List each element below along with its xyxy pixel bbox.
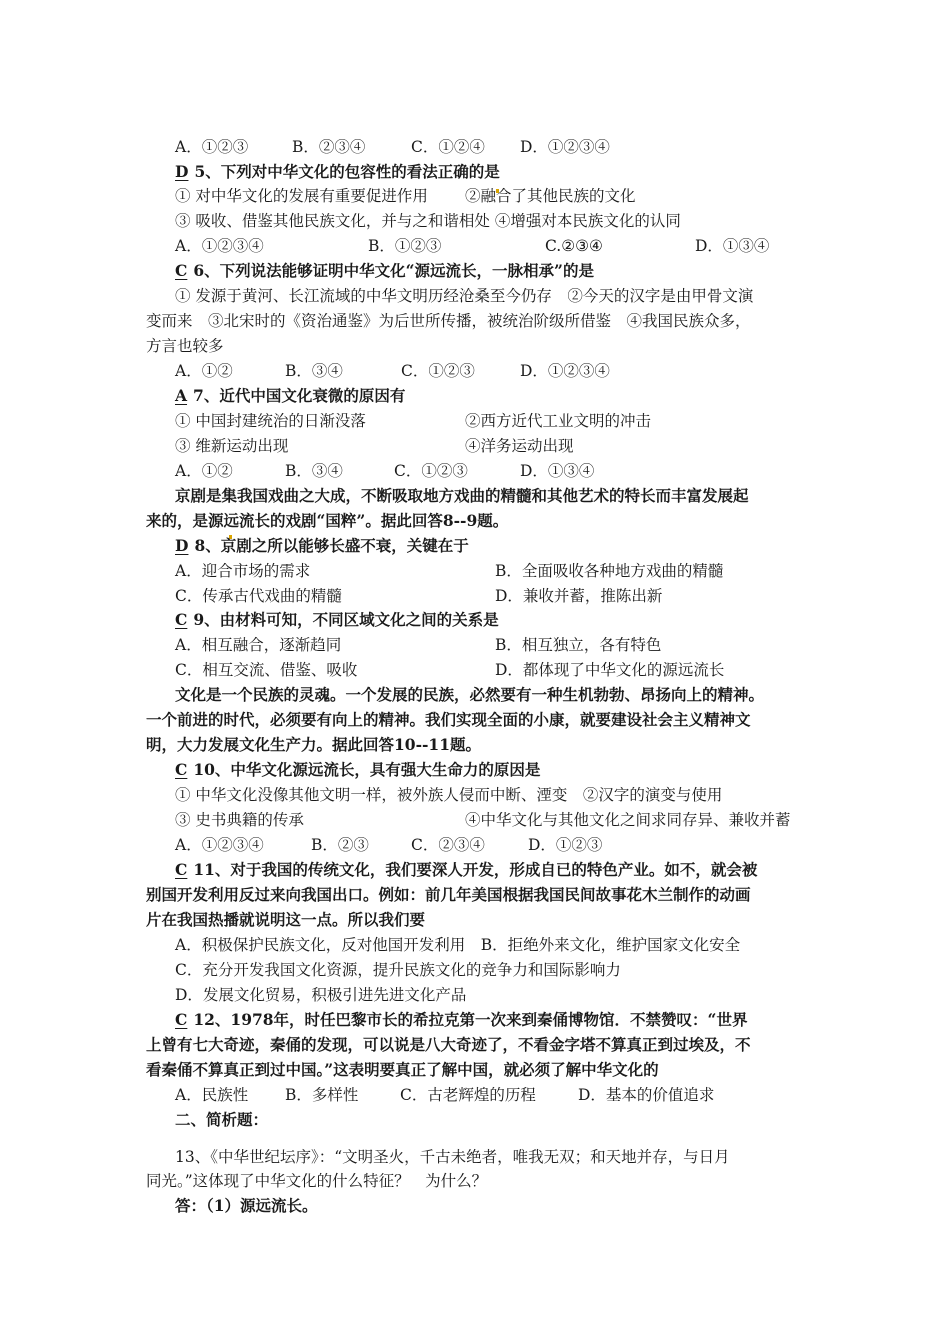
bold-text-line: 片在我国热播就说明这一点。所以我们要 <box>146 910 426 929</box>
option-d: D．①③④ <box>520 462 595 480</box>
option-b: B．②③④ <box>292 138 366 156</box>
question-stem <box>175 536 469 556</box>
option-c: C．①②④ <box>411 138 485 156</box>
option-d: D．①②③④ <box>520 138 610 156</box>
option-d: D．①③④ <box>695 237 770 255</box>
text-line: A．积极保护民族文化，反对他国开发利用 B．拒绝外来文化，维护国家文化安全 <box>175 936 741 954</box>
text-line: 同光。”这体现了中华文化的什么特征？ 为什么？ <box>146 1172 488 1190</box>
left-item: ③ 维新运动出现 <box>175 437 289 455</box>
left-item: ① 中国封建统治的日渐没落 <box>175 412 366 430</box>
answer-options <box>0 361 950 381</box>
option-c: C．①②③ <box>401 362 475 380</box>
left-item: C．传承古代戏曲的精髓 <box>175 587 342 605</box>
option-a: A．①② <box>175 362 233 380</box>
option-b: B．①②③ <box>368 237 442 255</box>
option-d: D．①②③④ <box>520 362 610 380</box>
question-text: 7、近代中国文化衰微的原因有 <box>193 386 406 405</box>
right-item: B．全面吸收各种地方戏曲的精髓 <box>495 562 724 580</box>
option-b: B．②③ <box>311 836 369 854</box>
two-column-line <box>0 586 950 606</box>
left-item: A．相互融合，逐渐趋同 <box>175 636 342 654</box>
two-column-line <box>0 561 950 581</box>
left-item: ③ 史书典籍的传承 <box>175 811 304 829</box>
question-text: 12、1978年，时任巴黎市长的希拉克第一次来到秦俑博物馆．不禁赞叹：“世界 <box>193 1010 748 1029</box>
option-a: A．①②③④ <box>175 836 264 854</box>
question-stem <box>175 1010 747 1030</box>
bold-text-line: 一个前进的时代，必须要有向上的精神。我们实现全面的小康，就要建设社会主义精神文 <box>146 710 751 729</box>
two-column-line <box>0 660 950 680</box>
question-text: 5、下列对中华文化的包容性的看法正确的是 <box>194 162 500 181</box>
option-d: D．基本的价值追求 <box>578 1086 715 1104</box>
bold-text-line: 看秦俑不算真正到过中国。”这表明要真正了解中国，就必须了解中华文化的 <box>146 1060 659 1079</box>
text-line: 13、《中华世纪坛序》：“文明圣火，千古未绝者，唯我无双；和天地并存，与日月 <box>175 1148 730 1166</box>
question-stem <box>175 610 499 630</box>
answer-key: A <box>175 386 188 405</box>
option-a: A．①②③④ <box>175 237 264 255</box>
option-a: A．①②③ <box>175 138 249 156</box>
two-column-line <box>0 810 950 830</box>
question-text: 11、对于我国的传统文化，我们要深人开发，形成自已的特色产业。如不，就会被 <box>193 860 758 879</box>
question-stem <box>175 261 594 281</box>
option-c: C．古老辉煌的历程 <box>400 1086 536 1104</box>
section-heading: 二、简析题： <box>175 1110 269 1129</box>
bold-text-line: 来的，是源远流长的戏剧“国粹”。据此回答8--9题。 <box>146 511 509 530</box>
answer-options <box>0 137 950 157</box>
option-b: B．③④ <box>285 462 343 480</box>
right-item: ④中华文化与其他文化之间求同存异、兼收并蓄 <box>465 811 791 829</box>
left-item: ① 对中华文化的发展有重要促进作用 <box>175 187 428 205</box>
option-b: B．③④ <box>285 362 343 380</box>
text-line: 变而来 ③北宋时的《资治通鉴》为后世所传播，被统治阶级所借鉴 ④我国民族众多， <box>146 312 751 330</box>
answer-key: C <box>175 760 188 779</box>
answer-options <box>0 1085 950 1105</box>
two-column-line <box>0 635 950 655</box>
question-stem <box>175 386 405 406</box>
answer-key: C <box>175 261 188 280</box>
answer-key: C <box>175 1010 188 1029</box>
two-column-line <box>0 186 950 206</box>
option-c: C．①②③ <box>394 462 468 480</box>
right-item: D．都体现了中华文化的源远流长 <box>495 661 725 679</box>
left-item: A．迎合市场的需求 <box>175 562 311 580</box>
question-stem <box>175 760 540 780</box>
section-heading: 答：（1）源远流长。 <box>175 1196 318 1215</box>
text-line: 方言也较多 <box>146 337 224 355</box>
bold-text-line: 别国开发利用反过来向我国出口。例如：前几年美国根据我国民间故事花木兰制作的动画 <box>146 885 751 904</box>
option-a: A．民族性 <box>175 1086 249 1104</box>
answer-key: D <box>175 162 189 181</box>
text-line: D．发展文化贸易，积极引进先进文化产品 <box>175 986 467 1004</box>
answer-key: C <box>175 610 188 629</box>
right-item: D．兼收并蓄，推陈出新 <box>495 587 663 605</box>
right-item: B．相互独立，各有特色 <box>495 636 662 654</box>
bold-text-line: 京剧是集我国戏曲之大成，不断吸取地方戏曲的精髓和其他艺术的特长而丰富发展起 <box>175 486 749 505</box>
text-line: ① 中华文化没像其他文明一样，被外族人侵而中断、湮变 ②汉字的演变与使用 <box>175 786 723 804</box>
option-d: D．①②③ <box>528 836 603 854</box>
bold-text-line: 明，大力发展文化生产力。据此回答10--11题。 <box>146 735 482 754</box>
text-line: ① 发源于黄河、长江流域的中华文明历经沧桑至今仍存 ②今天的汉字是由甲骨文演 <box>175 287 754 305</box>
text-line: ③ 吸收、借鉴其他民族文化，并与之和谐相处 ④增强对本民族文化的认同 <box>175 212 681 230</box>
bold-text-line: 文化是一个民族的灵魂。一个发展的民族，必然要有一种生机勃勃、昂扬向上的精神。 <box>175 685 765 704</box>
two-column-line <box>0 411 950 431</box>
right-item: ②融合了其他民族的文化 <box>465 187 636 205</box>
question-text: 9、由材料可知，不同区域文化之间的关系是 <box>193 610 499 629</box>
answer-options <box>0 835 950 855</box>
two-column-line <box>0 436 950 456</box>
answer-options <box>0 236 950 256</box>
question-stem <box>175 860 757 880</box>
bold-text-line: 上曾有七大奇迹，秦俑的发现，可以说是八大奇迹了，不看金字塔不算真正到过埃及，不 <box>146 1035 751 1054</box>
answer-key: D <box>175 536 189 555</box>
option-b: B．多样性 <box>285 1086 359 1104</box>
question-text: 8、京剧之所以能够长盛不衰，关键在于 <box>194 536 469 555</box>
answer-options <box>0 461 950 481</box>
option-a: A．①② <box>175 462 233 480</box>
right-item: ②西方近代工业文明的冲击 <box>465 412 652 430</box>
right-item: ④洋务运动出现 <box>465 437 574 455</box>
question-text: 10、中华文化源远流长，具有强大生命力的原因是 <box>193 760 541 779</box>
question-text: 6、下列说法能够证明中华文化“源远流长，一脉相承”的是 <box>193 261 594 280</box>
left-item: C．相互交流、借鉴、吸收 <box>175 661 358 679</box>
text-line: C．充分开发我国文化资源，提升民族文化的竞争力和国际影响力 <box>175 961 621 979</box>
option-c: C．②③④ <box>411 836 485 854</box>
option-c: C.②③④ <box>545 237 603 255</box>
question-stem <box>175 162 500 182</box>
answer-key: C <box>175 860 188 879</box>
